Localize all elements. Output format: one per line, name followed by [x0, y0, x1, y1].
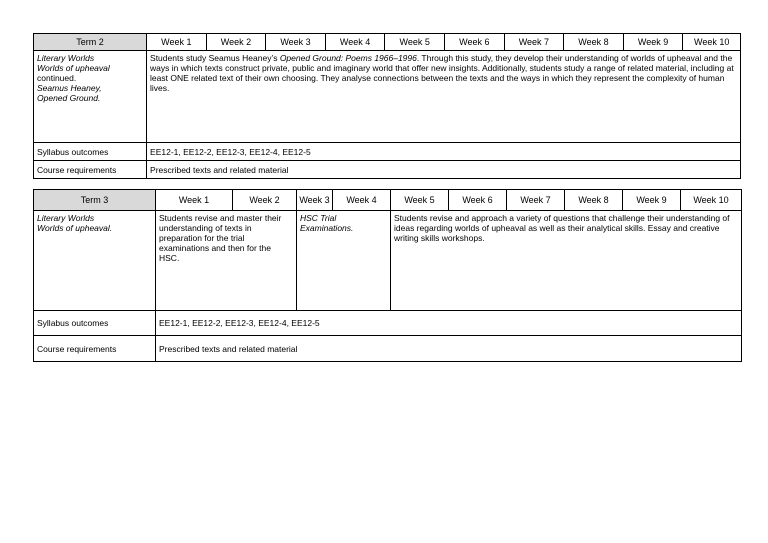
term2-week-5: Week 5	[385, 34, 445, 51]
term2-table	[33, 33, 741, 179]
term3-trial-cell	[297, 211, 391, 311]
term2-week-6: Week 6	[445, 34, 505, 51]
term3-outcomes-row	[34, 311, 742, 336]
term3-revise-text: Students revise and master their understanding of texts in preparation for the trial examinations and then for the HSC.	[156, 211, 297, 311]
term3-requirements-row	[34, 336, 742, 362]
term2-desc-text-title: Opened Ground: Poems 1966–1996	[279, 53, 417, 63]
term3-week-3: Week 3	[297, 190, 333, 211]
term2-module-line2: Worlds of upheaval	[37, 63, 110, 73]
term2-module-line4: Seamus Heaney,	[37, 83, 102, 93]
term2-desc-part2: . Through this study, they develop their understanding of worlds of upheaval and the ways in which texts construct private, public and imaginary world that offer new insights. Additionally, students study a range of related material, including at least ONE related text of their own choosing. They analyse connections between the texts and the ways in which they represent the complexity of human lives.	[150, 53, 734, 93]
term2-week-1: Week 1	[147, 34, 207, 51]
term3-requirements-value: Prescribed texts and related material	[156, 336, 742, 362]
term3-table	[33, 189, 742, 362]
term2-week-8: Week 8	[564, 34, 624, 51]
term2-module-cell	[34, 51, 147, 143]
term3-week-4: Week 4	[333, 190, 391, 211]
term3-week-9: Week 9	[623, 190, 681, 211]
term3-module-line2: Worlds of upheaval.	[37, 223, 113, 233]
term3-week-1: Week 1	[156, 190, 233, 211]
term2-module-line1: Literary Worlds	[37, 53, 95, 63]
term3-requirements-label: Course requirements	[34, 336, 156, 362]
term2-requirements-label: Course requirements	[34, 161, 147, 179]
term2-week-10: Week 10	[683, 34, 741, 51]
term3-module-line1: Literary Worlds	[37, 213, 95, 223]
term3-week-7: Week 7	[507, 190, 565, 211]
term2-outcomes-label: Syllabus outcomes	[34, 143, 147, 161]
term3-approach-text: Students revise and approach a variety of questions that challenge their understanding of ideas regarding worlds of upheaval as well as their analytical skills. Essay and creative writing skills workshops.	[391, 211, 742, 311]
term2-desc-part1: Students study Seamus Heaney’s	[150, 53, 280, 63]
term2-description	[147, 51, 741, 143]
term2-content-row	[34, 51, 741, 143]
term2-week-4: Week 4	[325, 34, 385, 51]
term2-label: Term 2	[34, 34, 147, 51]
term2-outcomes-row	[34, 143, 741, 161]
term2-week-2: Week 2	[206, 34, 266, 51]
term3-outcomes-label: Syllabus outcomes	[34, 311, 156, 336]
term2-requirements-value: Prescribed texts and related material	[147, 161, 741, 179]
term3-label: Term 3	[34, 190, 156, 211]
term3-week-5: Week 5	[391, 190, 449, 211]
term3-header-row	[34, 190, 742, 211]
term3-outcomes-value: EE12-1, EE12-2, EE12-3, EE12-4, EE12-5	[156, 311, 742, 336]
term3-week-6: Week 6	[449, 190, 507, 211]
term3-week-10: Week 10	[681, 190, 742, 211]
term3-trial-line2: Examinations.	[300, 223, 354, 233]
term2-requirements-row	[34, 161, 741, 179]
term2-header-row	[34, 34, 741, 51]
term3-content-row	[34, 211, 742, 311]
term2-week-9: Week 9	[623, 34, 683, 51]
term3-module-cell	[34, 211, 156, 311]
term3-week-8: Week 8	[565, 190, 623, 211]
term2-week-3: Week 3	[266, 34, 326, 51]
term3-week-2: Week 2	[233, 190, 297, 211]
term2-module-line5: Opened Ground.	[37, 93, 101, 103]
term2-week-7: Week 7	[504, 34, 564, 51]
term2-outcomes-value: EE12-1, EE12-2, EE12-3, EE12-4, EE12-5	[147, 143, 741, 161]
term2-module-line3: continued.	[37, 73, 77, 83]
term3-trial-line1: HSC Trial	[300, 213, 337, 223]
